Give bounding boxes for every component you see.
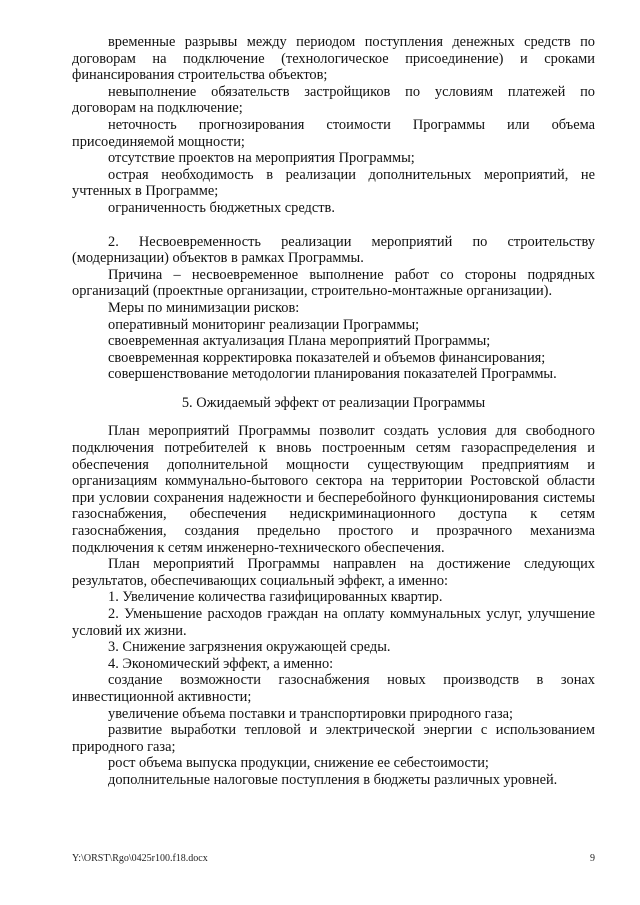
effect-item: 4. Экономический эффект, а именно: [108,655,334,672]
file-path: Y:\ORST\Rgo\0425r100.f18.docx [72,853,208,864]
effect-item: 2. Уменьшение расходов граждан на оплату коммунальных услуг, улучшение условий их жизни. [72,606,595,639]
economic-item: развитие выработки тепловой и электрической энергии с использованием природного газа; [72,722,595,755]
document-page [72,34,595,789]
risk-item: неточность прогнозирования стоимости Программы или объема присоединяемой мощности; [72,116,595,150]
economic-item: увеличение объема поставки и транспортировки природного газа; [108,705,514,722]
risk-2-reason: Причина – несвоевременное выполнение работ со стороны подрядных организаций (проектные организации, строительно-монтажные организации). [72,266,595,300]
risk-item: временные разрывы между периодом поступления денежных средств по договорам на подключение (технологическое присоединение) и сроками финансирования строительства объектов; [72,34,595,84]
effect-paragraph-2: План мероприятий Программы направлен на достижение следующих результатов, обеспечивающих социальный эффект, а именно: [72,556,595,589]
measure-item: своевременная корректировка показателей и объемов финансирования; [108,349,546,366]
risk-2-measures-label: Меры по минимизации рисков: [108,299,300,316]
page-number: 9 [590,853,595,864]
economic-item: создание возможности газоснабжения новых производств в зонах инвестиционной активности; [72,672,595,705]
risk-item: острая необходимость в реализации дополнительных мероприятий, не учтенных в Программе; [72,166,595,200]
risk-item: ограниченность бюджетных средств. [108,199,335,216]
effect-item: 1. Увеличение количества газифицированных квартир. [108,589,443,606]
measure-item: совершенствование методологии планирования показателей Программы. [108,366,557,383]
effect-paragraph-1: План мероприятий Программы позволит создать условия для свободного подключения потребителей к вновь построенным сетям газораспределения и обеспечения дополнительной мощности существующим предприятиям и организациям коммунально-бытового сектора на территории Ростовской области при условии сохранения надежности и бесперебойного функционирования системы газоснабжения, обеспечения недискриминационного доступа к сетям газоснабжения, создания предельно простого и прозрачного механизма подключения к сетям инженерно-технического обеспечения. [72,423,595,556]
economic-item: рост объема выпуска продукции, снижение ее себестоимости; [108,755,489,772]
economic-item: дополнительные налоговые поступления в бюджеты различных уровней. [108,771,558,788]
measure-item: оперативный мониторинг реализации Программы; [108,316,420,333]
spacer [72,217,595,234]
effect-item: 3. Снижение загрязнения окружающей среды. [108,639,391,656]
section-5-heading: 5. Ожидаемый эффект от реализации Программы [181,394,486,411]
risk-item: отсутствие проектов на мероприятия Программы; [108,150,415,167]
risk-2-title: 2. Несвоевременность реализации мероприятий по строительству (модернизации) объектов в рамках Программы. [72,233,595,267]
measure-item: своевременная актуализация Плана мероприятий Программы; [108,333,491,350]
risk-item: невыполнение обязательств застройщиков по условиям платежей по договорам на подключение; [72,83,595,117]
